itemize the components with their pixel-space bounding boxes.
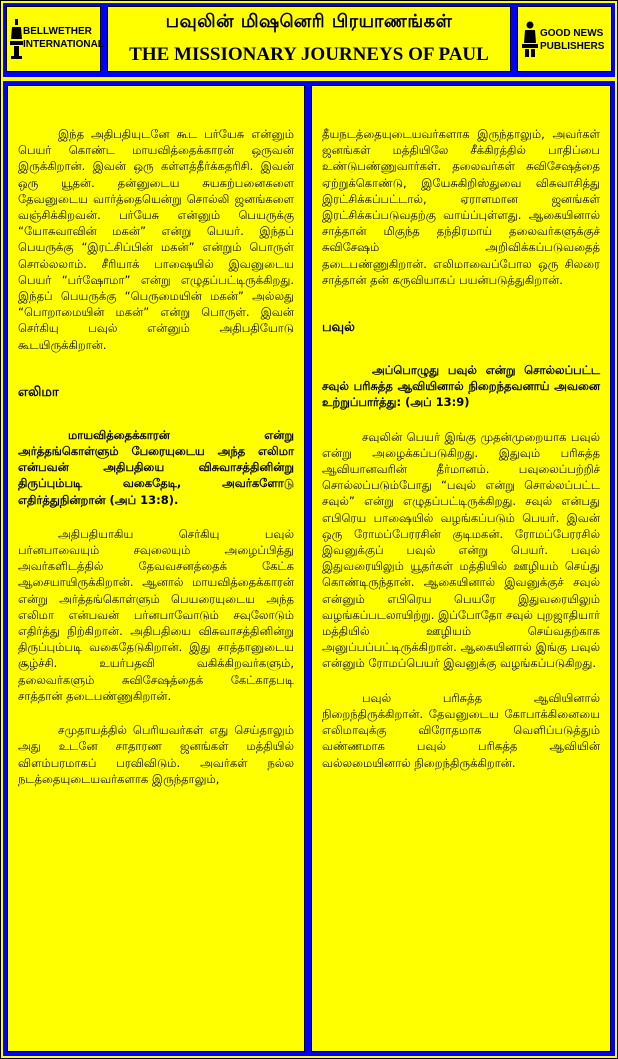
scripture-quote-acts-13-9: அப்பொழுது பவுல் என்று சொல்லப்பட்ட சவுல் பரிசுத்த ஆவியினால் நிறைந்தவனாய் அவனை உற்றுப்பார்த்து: (அப் 13:9) xyxy=(322,363,600,410)
title-box xyxy=(107,6,511,72)
left-column xyxy=(7,85,305,1052)
bellwether-icon xyxy=(10,19,24,59)
page-title-tamil: பவுலின் மிஷனெரி பிரயாணங்கள் xyxy=(165,11,453,32)
content-frame xyxy=(3,81,615,1056)
right-paragraph-1: தீயநடத்தையுடையவர்களாக இருந்தாலும், அவர்கள் ஜனங்கள் மத்தியிலே சீக்கிரத்தில் பாதிப்பை உண்டுபண்ணுவார்கள். தலைவர்கள் சுவிசேஷத்தை ஏற்றுக்கொண்டு, இயேசுகிறிஸ்துவை விசுவாசித்து இரட்சிக்கப்பட்டால், ஏராளமான ஜனங்கள் இரட்சிக்கப்படுவதற்கு வாய்ப்புள்ளது. ஆகையினால் சாத்தான் மிகுந்த தந்திரமாய் தலைவர்களுக்குச் சுவிசேஷம் அறிவிக்கப்படுவதைத் தடைபண்ணுகிறான். எலிமாவைப்போல ஒரு சிலரை சாத்தான் தன் கருவியாகப் பயன்படுத்துகிறான். xyxy=(322,127,600,287)
right-paragraph-2: சவுலின் பெயர் இங்கு முதன்முறையாக பவுல் என்று அழைக்கப்படுகிறது. இதுவும் பரிசுத்த ஆவியானவரின் தீர்மானம். பவுலைப்பற்றிச் சொல்லப்படும்போது “பவுல் என்று சொல்லப்பட்ட சவுல்” என்று எழுதப்பட்டிருக்கிறது. சவுல் என்பது எபிரெய பாஷையில் வழங்கப்படும் பெயர். இவன் ஒரு ரோமப்பேரரசின் குடிமகன். ரோமப்பேரரசில் இவனுக்குப் பவுல் என்று பெயர். பவுல் இதுவரையிலும் யூதர்கள் மத்தியில் ஊழியம் செய்து கொண்டிருந்தான். ஆகையினால் இவனுக்குச் சவுல் என்னும் எபிரெய பெயரே இதுவரையிலும் வழங்கப்படலாயிற்று. இப்போதோ சவுல் புறஜாதியார் மத்தியில் ஊழியம் செய்வதற்காக அனுப்பப்பட்டிருக்கிறான். ஆகையினால் இங்கு பவுல் என்னும் ரோமப்பெயர் இவனுக்கு வழங்கப்படுகிறது. xyxy=(322,429,600,671)
logo-right-line2: PUBLISHERS xyxy=(540,41,605,52)
left-paragraph-1: இந்த அதிபதியுடனே கூட பர்யேசு என்னும் பெயர் கொண்ட மாயவித்தைக்காரன் ஒருவன் இருக்கிறான். இவன் ஒரு கள்ளத்தீர்க்கதரிசி. இவன் ஒரு யூதன். தன்னுடைய சுயகற்பனைகளை தேவனுடைய வார்த்தையென்று சொல்லி ஜனங்களை வஞ்சிக்கிறவன். பர்யேசு என்னும் பெயருக்கு “யோசுவாவின் மகன்” என்று பெயர். இந்தப் பெயருக்கு “இரட்சிப்பின் மகன்” என்றும் பொருள் சொல்லலாம். சீரியாக் பாஷையில் இவனுடைய பெயர் “பர்ஷோமா” என்று எழுதப்பட்டிருக்கிறது. இந்தப் பெயருக்கு “பெருமையின் மகன்” அல்லது “பொறாமையின் மகன்” என்று பொருள். இவன் செர்கியு பவுல் என்னும் அதிபதியோடு கூடயிருக்கிறான். xyxy=(18,127,294,352)
bellwether-logo xyxy=(6,6,104,72)
right-paragraph-3: பவுல் பரிசுத்த ஆவியினால் நிறைந்திருக்கிறான். தேவனுடைய கோபாக்கினையை எலிமாவுக்கு விரோதமாக வெளிப்படுத்தும் வண்ணமாக பவுல் பரிசுத்த ஆவியின் வல்லமையினால் நிறைந்திருக்கிறான். xyxy=(322,690,600,770)
scripture-quote-acts-13-8: மாயவித்தைக்காரன் என்று அர்த்தங்கொள்ளும் பேரையுடைய அந்த எலிமா என்பவன் அதிபதியை விசுவாசத்தினின்று திருப்பும்படி வகைதேடி, அவர்களோடு எதிர்த்துநின்றான் (அப் 13:8). xyxy=(18,427,294,507)
book-reader-icon xyxy=(522,21,538,57)
left-paragraph-3: சமுதாயத்தில் பெரியவர்கள் எது செய்தாலும் அது உடனே சாதாரண ஜனங்கள் மத்தியில் விளம்பரமாகப் பரவிவிடும். அவர்கள் நல்ல நடத்தையுடையவர்களாக இருந்தாலும், xyxy=(18,723,294,786)
good-news-logo xyxy=(517,6,612,72)
logo-left-line2: INTERNATIONAL xyxy=(23,39,104,50)
logo-right-line1: GOOD NEWS xyxy=(540,28,604,39)
right-column xyxy=(311,85,611,1052)
logo-left-line1: BELLWETHER xyxy=(23,26,92,37)
section-heading-elima: எலிமா xyxy=(18,384,59,400)
section-heading-paul: பவுல் xyxy=(322,320,355,336)
header-bar xyxy=(3,3,615,77)
left-paragraph-2: அதிபதியாகிய செர்கியு பவுல் பர்னபாவையும் சவுலையும் அழைப்பித்து அவர்களிடத்தில் தேவவசனத்தைக் கேட்க ஆசையாயிருக்கிறான். ஆனால் மாயவித்தைக்காரன் என்று அர்த்தங்கொள்ளும் பெயரையுடைய அந்த எலிமா என்பவன் பர்னபாவோடும் சவுலோடும் எதிர்த்து நிற்கிறான். அதிபதியை விசுவாசத்தினின்று திருப்பும்படி வகைதேடுகிறான். இது சாத்தானுடைய சூழ்ச்சி. உயர்பதவி வகிக்கிறவர்களும், தலைவர்களும் சுவிசேஷத்தைக் கேட்காதபடி சாத்தான் தடைபண்ணுகிறான். xyxy=(18,526,294,703)
page-title-english: THE MISSIONARY JOURNEYS OF PAUL xyxy=(129,44,489,65)
